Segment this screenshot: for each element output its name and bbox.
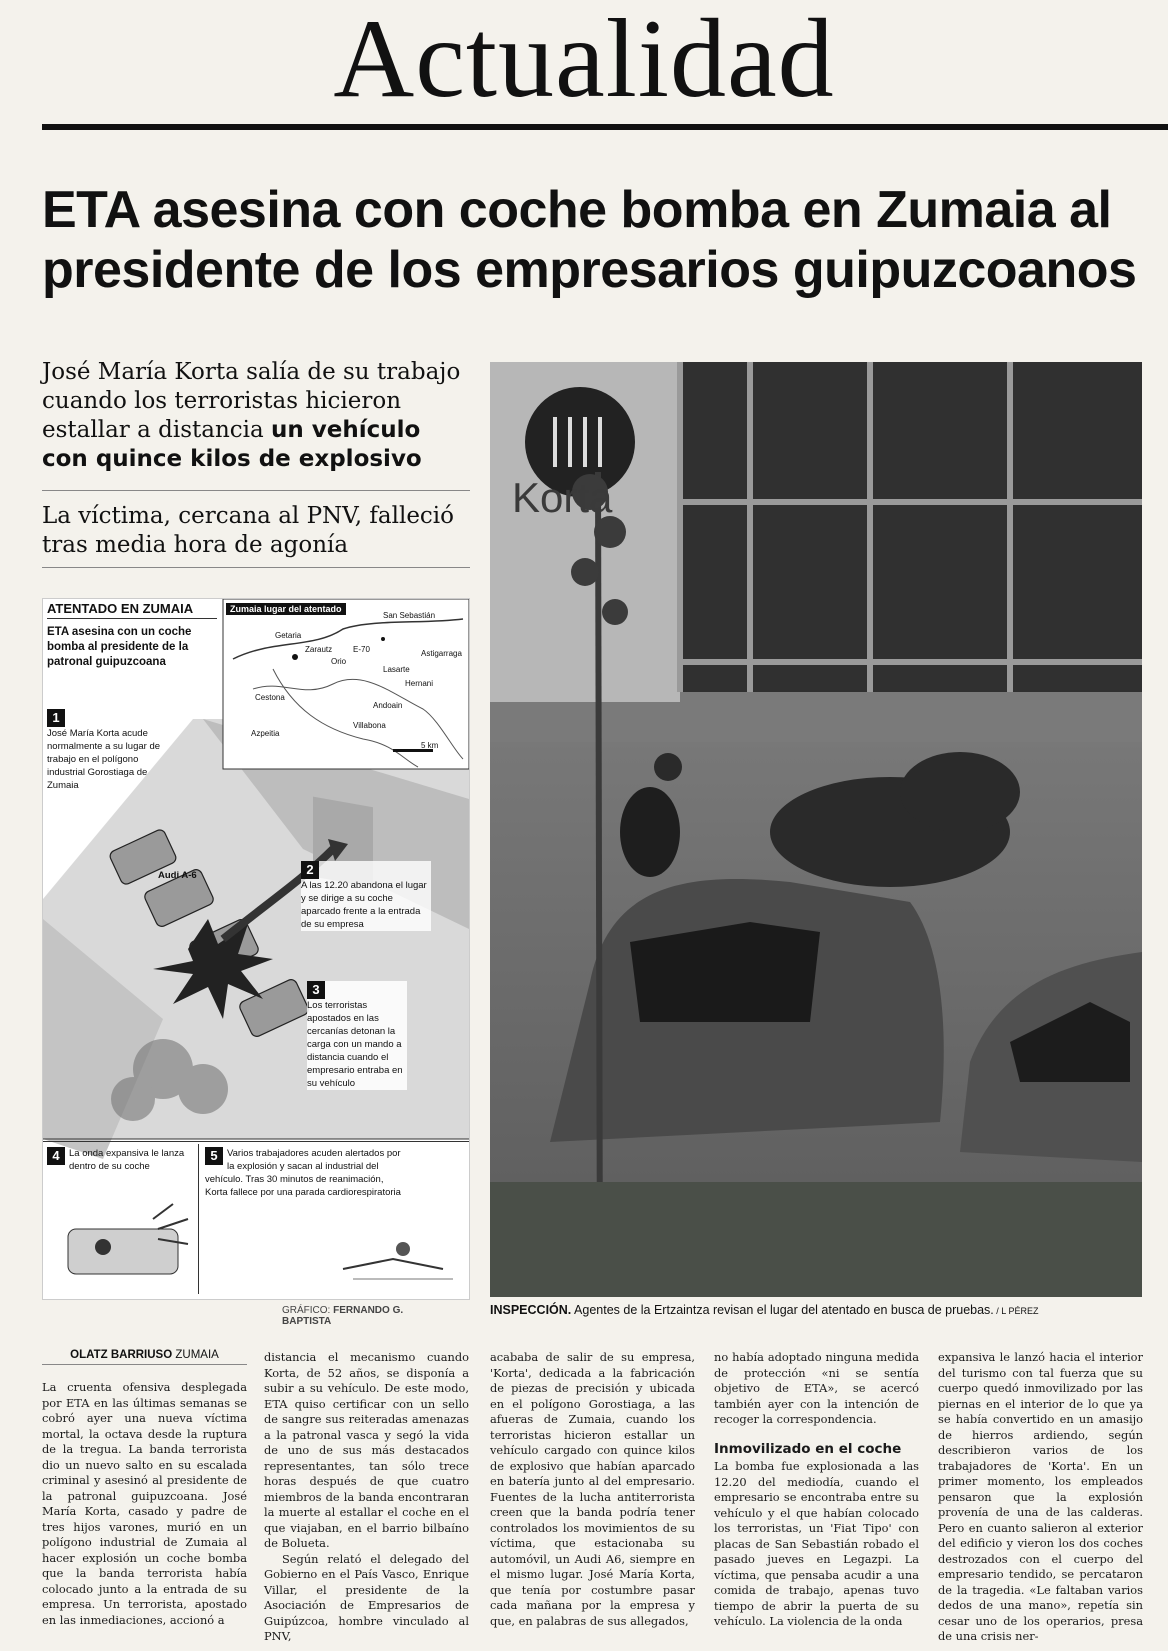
article-paragraph: no había adoptado ninguna medida de protección «ni se sentía objetivo de ETA», se acercó también ayer con la intención de recoger la correspondencia. bbox=[714, 1350, 919, 1426]
map-place-e70: E-70 bbox=[353, 645, 370, 654]
article-subhead: Inmovilizado en el coche bbox=[714, 1440, 902, 1457]
step-3 bbox=[307, 981, 407, 1090]
step-1 bbox=[47, 709, 177, 792]
car-label: Audi A-6 bbox=[158, 870, 197, 881]
photo-caption-text: Agentes de la Ertzaintza revisan el lugar del atentado en busca de pruebas. bbox=[571, 1303, 994, 1317]
deck-intro-text: José María Korta salía de su trabajo cuando los terroristas hicieron estallar a distancia bbox=[42, 359, 461, 443]
article-column-3 bbox=[490, 1350, 695, 1629]
infographic-subtitle: ETA asesina con un coche bomba al presidente de la patronal guipuzcoana bbox=[47, 626, 192, 668]
deck-divider-bottom bbox=[42, 567, 470, 568]
article-paragraph: acababa de salir de su empresa, 'Korta', dedicada a la fabricación de piezas de precisión y ubicada en el polígono Gorostiaga, a las afueras de Zumaia, cuando los terroristas hicieron estallar un vehículo cargado con quince kilos de explosivo que habían aparcado en batería junto al del empresario. Fuentes de la lucha antiterrorista creen que la banda podría tener controlados los movimientos de su víctima, que estacionaba su automóvil, un Audi A6, siempre en el mismo lugar. José María Korta, que tenía por costumbre pasar cada mañana por la empresa y que, en palabras de sus allegados, bbox=[490, 1350, 695, 1628]
deck-intro-bold: un vehículo con quince kilos de explosivo bbox=[42, 417, 422, 472]
deck-intro bbox=[42, 358, 472, 474]
map-place-lasarte: Lasarte bbox=[383, 665, 410, 674]
map-place-hernani: Hernani bbox=[405, 679, 434, 688]
article-paragraph: distancia el mecanismo cuando Korta, de 52 años, se disponía a subir a su vehículo. De este modo, ETA quiso certificar con un sello de sangre sus reiteradas amenazas a la patronal vasca y segó la vida de uno de sus más destacados representantes, tan sólo trece horas después de que cuatro miembros de la banda encontraran la muerte al estallar el coche en el que viajaban, en el barrio bilbaíno de Bolueta. bbox=[264, 1350, 469, 1550]
step-2-number: 2 bbox=[301, 861, 319, 879]
graphic-credit-name: FERNANDO G. BAPTISTA bbox=[282, 1305, 404, 1327]
map-place-azpeitia: Azpeitia bbox=[251, 729, 280, 738]
step-4-illustration bbox=[63, 1199, 193, 1289]
step-2-text: A las 12.20 abandona el lugar y se dirige a su coche aparcado frente a la entrada de su empresa bbox=[301, 880, 427, 930]
step-4-text: La onda expansiva le lanza dentro de su coche bbox=[69, 1148, 185, 1172]
step-4 bbox=[47, 1147, 197, 1173]
article-column-4 bbox=[714, 1350, 919, 1630]
map-title: Zumaia lugar del atentado bbox=[226, 603, 346, 615]
deck-divider bbox=[42, 490, 470, 491]
map-place-getaria: Getaria bbox=[275, 631, 302, 640]
step-1-text: José María Korta acude normalmente a su lugar de trabajo en el polígono industrial Gorostiaga de Zumaia bbox=[47, 728, 161, 791]
byline-place: ZUMAIA bbox=[172, 1349, 219, 1361]
deck-second: La víctima, cercana al PNV, falleció tras media hora de agonía bbox=[42, 503, 455, 558]
news-photo bbox=[490, 362, 1142, 1297]
step-1-number: 1 bbox=[47, 709, 65, 727]
steps-vertical-divider bbox=[198, 1144, 199, 1294]
article-column-1 bbox=[42, 1380, 247, 1628]
step-5-number: 5 bbox=[205, 1147, 223, 1165]
photo-caption-credit: / L PÉREZ bbox=[993, 1306, 1039, 1316]
map-place-cestona: Cestona bbox=[255, 693, 285, 702]
masthead-rule bbox=[42, 124, 1168, 130]
byline-name: OLATZ BARRIUSO bbox=[70, 1349, 173, 1361]
section-masthead: Actualidad bbox=[333, 0, 835, 121]
graphic-credit bbox=[282, 1305, 442, 1327]
step-3-text: Los terroristas apostados en las cercanías detonan la carga con un mando a distancia cuando el empresario entraba en su vehículo bbox=[307, 1000, 403, 1089]
steps-divider bbox=[43, 1141, 469, 1142]
article-paragraph: Según relató el delegado del Gobierno en el País Vasco, Enrique Villar, el presidente de la Asociación de Empresarios de Guipúzcoa, hombre vinculado al PNV, bbox=[264, 1551, 469, 1643]
article-paragraph: expansiva le lanzó hacia el interior del turismo con tal fuerza que su cuerpo quedó inmovilizado por las piernas en el interior de lo que ya se había convertido en un amasijo de hierros ardiendo, según describieron varios de los trabajadores de 'Korta'. En un primer momento, los empleados pensaron que la explosión provenía de una de las calderas. Pero en cuanto salieron al exterior del edificio y vieron los dos coches destrozados con el cuerpo del empresario tendido, se percataron de la tragedia. «Le faltaban varios dedos de una mano», repetía sin cesar uno de los operarios, presa de una crisis ner- bbox=[938, 1350, 1143, 1643]
infographic-title-rule bbox=[47, 618, 217, 619]
byline bbox=[42, 1349, 247, 1365]
article-column-5 bbox=[938, 1350, 1143, 1645]
article-paragraph: La cruenta ofensiva desplegada por ETA en las últimas semanas se cobró ayer una nueva víctima mortal, la octava desde la ruptura de la tregua. La banda terrorista dio un nuevo salto en su escalada criminal y asesinó al presidente de la patronal guipuzcoana. José María Korta, casado y padre de tres hijos varones, murió en un polígono industrial de Zumaia al hacer explosión un coche bomba que la banda terrorista había colocado junto a la entrada de su empresa. Un terrorista, apostado en las inmediaciones, accionó a bbox=[42, 1380, 247, 1627]
step-5-text: Varios trabajadores acuden alertados por la explosión y sacan al industrial del vehículo. Tras 30 minutos de reanimación, Korta fallece por una parada cardiorespiratoria bbox=[205, 1148, 401, 1198]
map-place-san-sebastian: San Sebastián bbox=[383, 611, 436, 620]
map-scale: 5 km bbox=[421, 741, 439, 750]
headline: ETA asesina con coche bomba en Zumaia al presidente de los empresarios guipuzcoanos bbox=[42, 181, 1137, 299]
step-2 bbox=[301, 861, 431, 931]
map-place-orio: Orio bbox=[331, 657, 347, 666]
infographic bbox=[42, 598, 470, 1300]
photo-sign-text: Korta bbox=[512, 474, 613, 521]
step-3-number: 3 bbox=[307, 981, 325, 999]
photo-caption bbox=[490, 1303, 1150, 1317]
infographic-title: ATENTADO EN ZUMAIA bbox=[47, 601, 194, 616]
article-column-2 bbox=[264, 1350, 469, 1645]
map-place-andoain: Andoain bbox=[373, 701, 403, 710]
step-4-number: 4 bbox=[47, 1147, 65, 1165]
map-place-zarautz: Zarautz bbox=[305, 645, 333, 654]
step-5-illustration bbox=[333, 1219, 463, 1289]
step-5 bbox=[205, 1147, 405, 1199]
photo-caption-label: INSPECCIÓN. bbox=[490, 1303, 572, 1317]
graphic-credit-label: GRÁFICO: bbox=[282, 1305, 331, 1316]
article-paragraph: La bomba fue explosionada a las 12.20 del mediodía, cuando el empresario se encontraba entre su vehículo y el que habían colocado los terroristas, un 'Fiat Tipo' con placas de San Sebastián robado el pasado jueves en Legazpi. La víctima, que pensaba acudir a una comida de trabajo, apenas tuvo tiempo de abrir la puerta de su vehículo. La violencia de la onda bbox=[714, 1459, 919, 1628]
map-place-astigarraga: Astigarraga bbox=[421, 649, 462, 658]
map-place-villabona: Villabona bbox=[353, 721, 386, 730]
